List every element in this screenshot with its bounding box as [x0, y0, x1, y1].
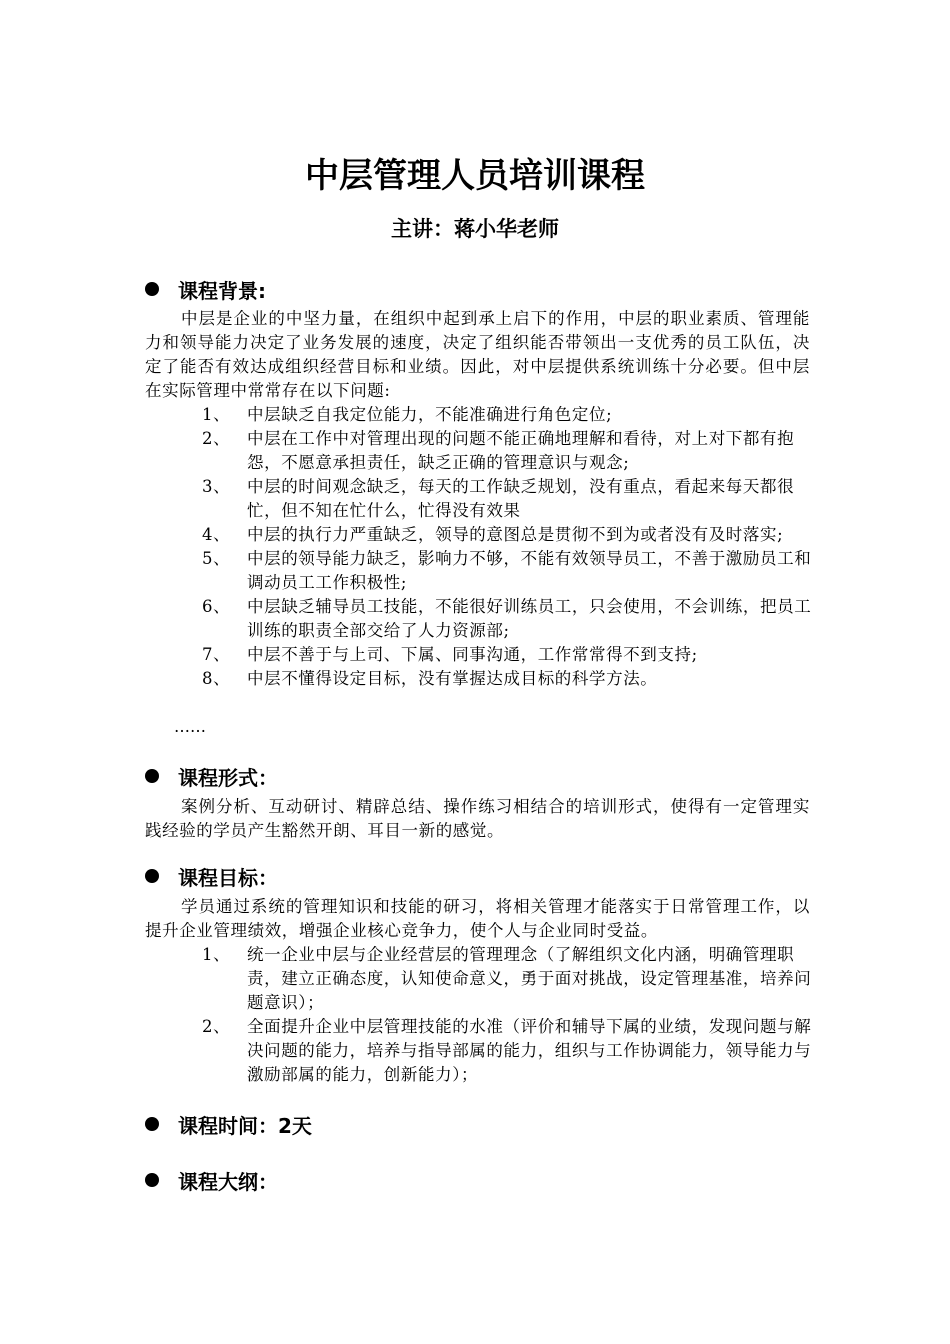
format-text: 案例分析、互动研讨、精辟总结、操作练习相结合的培训形式，使得有一定管理实践经验的学员产生豁然开朗、耳目一新的感觉。	[145, 797, 810, 840]
background-intro: 中层是企业的中坚力量，在组织中起到承上启下的作用，中层的职业素质、管理能力和领导能力决定了业务发展的速度，决定了组织能否带领出一支优秀的员工队伍，决定了能否有效达成组织经营目标和业绩。因此，对中层提供系统训练十分必要。但中层在实际管理中常常存在以下问题:	[145, 309, 810, 400]
section-heading-outline	[145, 1165, 278, 1195]
section-heading-format	[145, 761, 278, 791]
section-heading-background	[145, 274, 266, 304]
heading-text: 课程形式：	[178, 765, 278, 790]
list-item: 7、 中层不善于与上司、下属、同事沟通，工作常常得不到支持;	[202, 645, 698, 664]
bullet-icon	[145, 769, 159, 783]
section-heading-goals	[145, 861, 278, 891]
page-title: 中层管理人员培训课程	[305, 156, 645, 196]
goals-intro: 学员通过系统的管理知识和技能的研习，将相关管理才能落实于日常管理工作，以提升企业管理绩效，增强企业核心竞争力，使个人与企业同时受益。	[145, 897, 810, 940]
background-problem-list	[145, 403, 825, 691]
heading-text: 课程时间：2天	[178, 1113, 312, 1138]
section-heading-time	[145, 1109, 312, 1139]
list-item: 4、 中层的执行力严重缺乏，领导的意图总是贯彻不到为或者没有及时落实;	[202, 525, 784, 544]
bullet-icon	[145, 869, 159, 883]
list-item: 2、 中层在工作中对管理出现的问题不能正确地理解和看待，对上对下都有抱怨，不愿意承担责任，缺乏正确的管理意识与观念;	[202, 429, 795, 472]
heading-text: 课程背景:	[178, 278, 266, 303]
heading-text: 课程目标：	[178, 865, 278, 890]
bullet-icon	[145, 1173, 159, 1187]
list-item: 6、 中层缺乏辅导员工技能，不能很好训练员工，只会使用，不会训练，把员工训练的职责全部交给了人力资源部;	[202, 597, 812, 640]
bullet-icon	[145, 282, 159, 296]
lecturer-subtitle: 主讲：蒋小华老师	[391, 217, 559, 241]
heading-text: 课程大纲：	[178, 1169, 278, 1194]
list-item: 1、 统一企业中层与企业经营层的管理理念（了解组织文化内涵，明确管理职责，建立正确态度，认知使命意义，勇于面对挑战，设定管理基准，培养问题意识）；	[202, 945, 812, 1012]
list-item: 2、 全面提升企业中层管理技能的水准（评价和辅导下属的业绩，发现问题与解决问题的能力，培养与指导部属的能力，组织与工作协调能力，领导能力与激励部属的能力，创新能力）；	[202, 1017, 812, 1084]
ellipsis: ……	[174, 717, 206, 736]
bullet-icon	[145, 1117, 159, 1131]
list-item: 1、 中层缺乏自我定位能力，不能准确进行角色定位;	[202, 405, 613, 424]
goals-list	[145, 943, 825, 1087]
list-item: 8、 中层不懂得设定目标，没有掌握达成目标的科学方法。	[202, 669, 658, 688]
list-item: 5、 中层的领导能力缺乏，影响力不够，不能有效领导员工，不善于激励员工和调动员工工作积极性;	[202, 549, 812, 592]
list-item: 3、 中层的时间观念缺乏，每天的工作缺乏规划，没有重点，看起来每天都很忙，但不知在忙什么，忙得没有效果	[202, 477, 795, 520]
